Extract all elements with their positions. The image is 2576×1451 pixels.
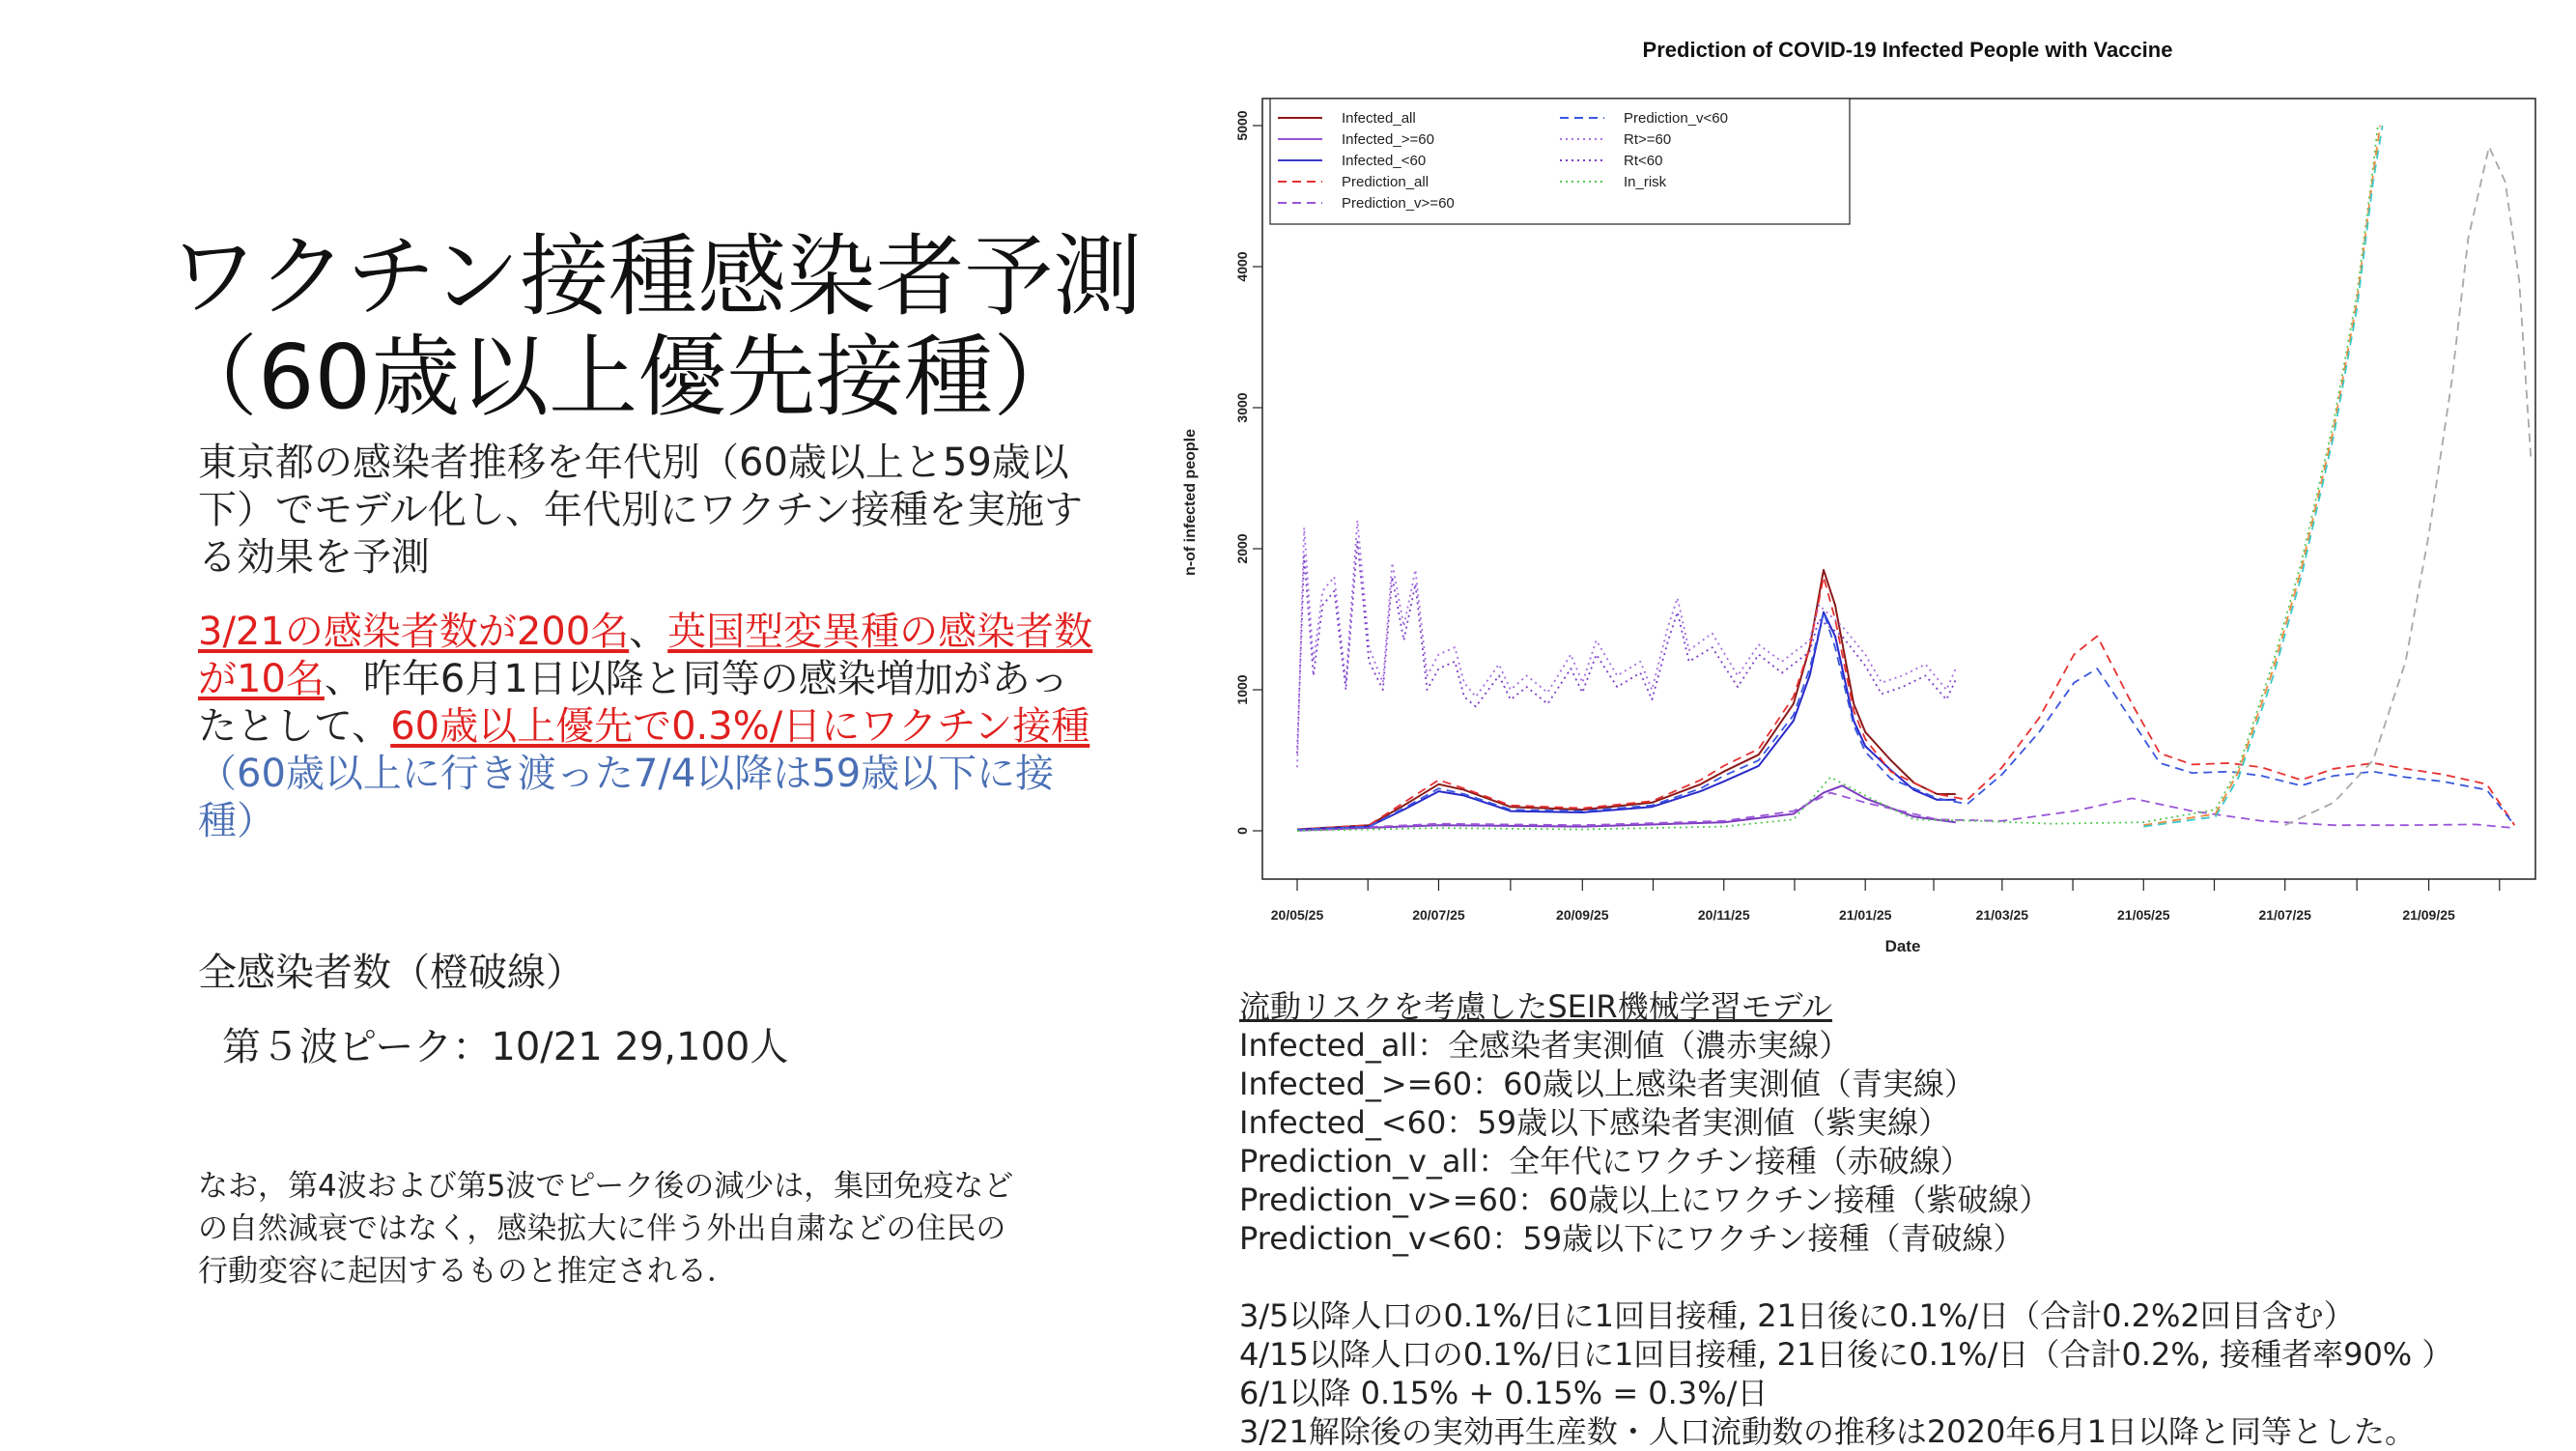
y-tick-label: 5000 [1234,110,1250,141]
legend-label: Rt>=60 [1624,131,1672,148]
total-infected-label: 全感染者数（橙破線） [198,951,584,995]
series-line-in-risk-cyan [2143,126,2382,827]
assumption-item: 3/5以降人口の0.1%/日に1回目接種, 21日後に0.1%/日（合計0.2%2回目含む） [1239,1297,2355,1334]
legend-label: In_risk [1624,174,1667,190]
x-tick-label: 21/09/25 [2402,907,2455,923]
fifth-wave-peak: 第５波ピーク：10/21 29,100人 [222,1025,789,1069]
condition-red-1: 3/21の感染者数が200名 [198,610,630,654]
assumption-item: 3/21解除後の実効再生産数・人口流動数の推移は2020年6月1日以降と同等とした。 [1239,1413,2417,1450]
note-text [198,1165,1116,1293]
model-note-item: Infected_>=60：60歳以上感染者実測値（青実線） [1239,1066,1975,1102]
slide-title-line1: ワクチン接種感染者予測 [169,225,1143,328]
x-tick-label: 20/07/25 [1412,907,1465,923]
y-axis-label: n-of infected people [1182,429,1199,576]
covid-prediction-chart [1174,19,2564,976]
model-note-item: Prediction_v_all：全年代にワクチン接種（赤破線） [1239,1143,1971,1180]
x-tick-label: 21/03/25 [1975,907,2029,923]
x-axis [1271,879,2500,923]
series-line-prediction-all [1297,577,2514,829]
y-axis [1234,110,1262,835]
conditions-text [198,609,1096,845]
model-note-item: Prediction_v>=60：60歳以上にワクチン接種（紫破線） [1239,1181,2051,1218]
model-note-item: Infected_<60：59歳以下感染者実測値（紫実線） [1239,1104,1950,1141]
note-line3: 行動変容に起因するものと推定される． [198,1254,737,1289]
condition-blue: （60歳以上に行き渡った7/4以降は59歳以下に接種） [198,752,1055,843]
legend-label: Infected_<60 [1342,153,1427,169]
x-axis-label: Date [1884,937,1921,955]
legend-label: Rt<60 [1624,153,1663,169]
slide-title [169,227,1154,428]
model-notes [1239,987,2562,1451]
y-tick-label: 1000 [1234,674,1250,705]
condition-sep: 、 [629,610,668,654]
model-note-item: Infected_all：全感染者実測値（濃赤実線） [1239,1027,1851,1064]
series-line-rt-60 [1297,542,1956,754]
x-tick-label: 21/05/25 [2117,907,2170,923]
slide-title-line2: （60歳以上優先接種） [169,326,1083,429]
condition-red-3: 60歳以上優先で0.3%/日にワクチン接種 [390,704,1090,749]
model-notes-heading: 流動リスクを考慮したSEIR機械学習モデル [1239,988,1832,1025]
y-tick-label: 4000 [1234,251,1250,282]
assumption-item: 6/1以降 0.15% + 0.15% = 0.3%/日 [1239,1375,1769,1411]
x-tick-label: 20/09/25 [1556,907,1609,923]
y-tick-label: 3000 [1234,392,1250,423]
chart-legend [1270,99,1850,224]
series-line-in-risk [1297,126,2378,831]
spacer [1239,1258,2562,1296]
intro-text: 東京都の感染者推移を年代別（60歳以上と59歳以下）でモデル化し、年代別にワクチン接種を実施する効果を予測 [198,441,1083,580]
x-tick-label: 20/05/25 [1270,907,1324,923]
model-note-item: Prediction_v<60：59歳以下にワクチン接種（青破線） [1239,1220,2024,1257]
condition-red-2: 英国型変異種の感染者数が10名 [198,610,1093,701]
legend-label: Infected_>=60 [1342,131,1434,148]
series-line-infected-all [1297,570,1956,830]
series-layer [1297,126,2531,831]
chart-title: Prediction of COVID-19 Infected People with Vaccine [1642,38,2173,62]
note-line2: の自然減衰ではなく，感染拡大に伴う外出自粛などの住民の [198,1211,1006,1246]
legend-label: Infected_all [1342,110,1416,127]
y-tick-label: 2000 [1234,533,1250,564]
x-tick-label: 20/11/25 [1697,907,1750,923]
legend-label: Prediction_v>=60 [1342,195,1455,212]
condition-mid: 、昨年6月1日以降と同等の感染増加があったとして、 [198,657,1069,749]
legend-label: Prediction_all [1342,174,1430,190]
assumption-item: 4/15以降人口の0.1%/日に1回目接種, 21日後に0.1%/日（合計0.2%, 接種者率90% ） [1239,1336,2453,1373]
series-line-prediction-v-all-orange [2143,126,2380,825]
x-tick-label: 21/01/25 [1838,907,1892,923]
y-tick-label: 0 [1234,827,1250,835]
x-tick-label: 21/07/25 [2258,907,2311,923]
note-line1: なお，第4波および第5波でピーク後の減少は，集団免疫など [198,1169,1014,1204]
legend-label: Prediction_v<60 [1624,110,1728,127]
series-line-prediction-v-60 [1297,612,2514,830]
